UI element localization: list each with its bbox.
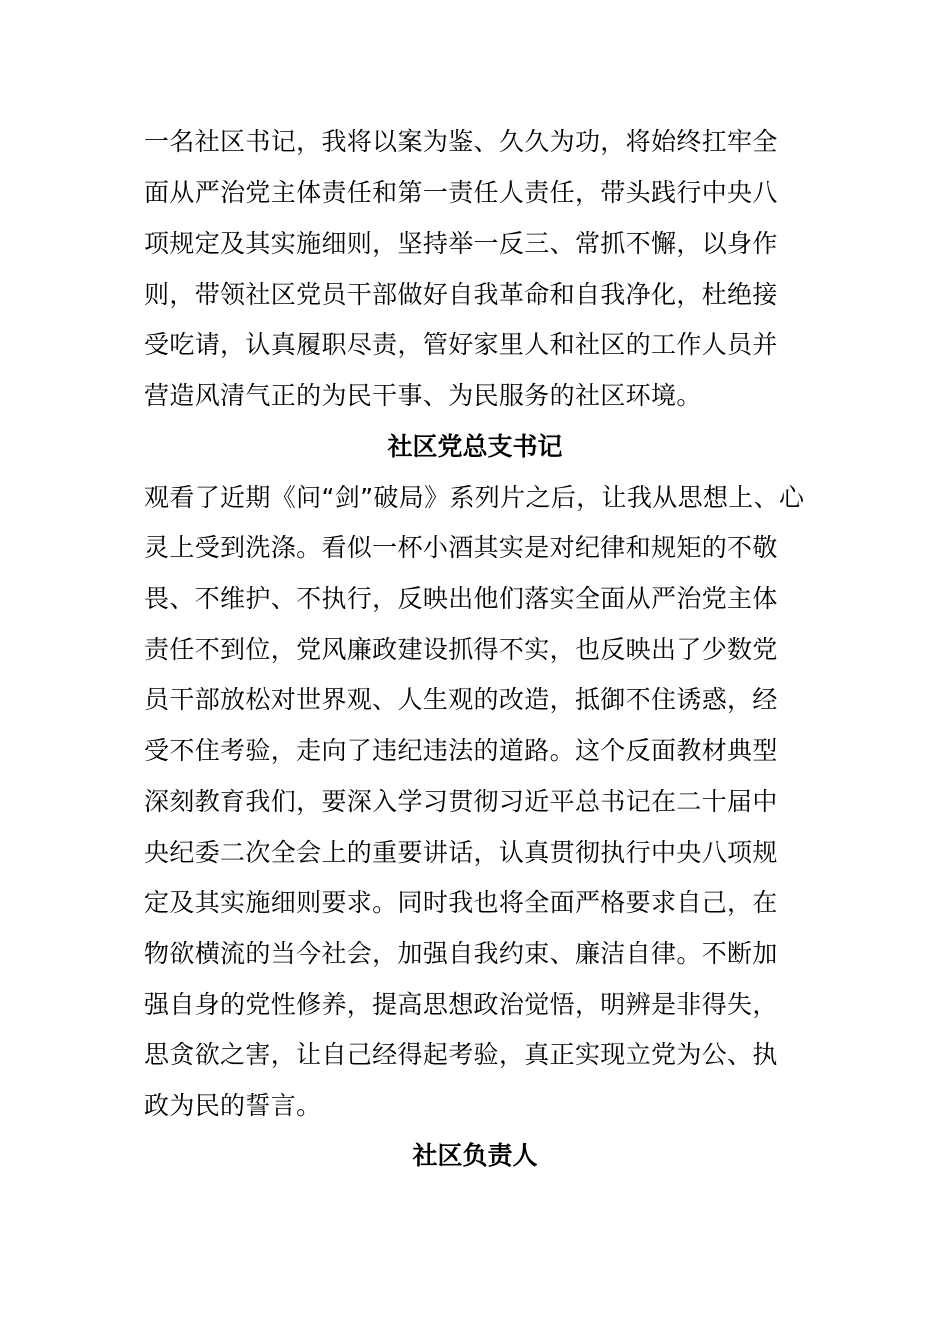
paragraph-line: 定及其实施细则要求。同时我也将全面严格要求自己，在 bbox=[144, 888, 778, 917]
paragraph-line: 一名社区书记，我将以案为鉴、久久为功，将始终扛牢全 bbox=[144, 127, 778, 156]
paragraph-line: 营造风清气正的为民干事、为民服务的社区环境。 bbox=[144, 381, 702, 410]
section-heading: 社区负责人 bbox=[412, 1141, 538, 1170]
paragraph-line: 强自身的党性修养，提高思想政治觉悟，明辨是非得失， bbox=[144, 990, 778, 1019]
section-heading: 社区党总支书记 bbox=[387, 432, 563, 461]
paragraph-line: 受吃请，认真履职尽责，管好家里人和社区的工作人员并 bbox=[144, 330, 778, 359]
paragraph-line: 政为民的誓言。 bbox=[144, 1091, 322, 1120]
paragraph-line: 灵上受到洗涤。看似一杯小酒其实是对纪律和规矩的不敬 bbox=[144, 533, 778, 562]
paragraph-line: 物欲横流的当今社会，加强自我约束、廉洁自律。不断加 bbox=[144, 939, 778, 968]
paragraph-line: 面从严治党主体责任和第一责任人责任，带头践行中央八 bbox=[144, 178, 778, 207]
paragraph-line: 项规定及其实施细则，坚持举一反三、常抓不懈，以身作 bbox=[144, 229, 778, 258]
paragraph-line: 思贪欲之害，让自己经得起考验，真正实现立党为公、执 bbox=[144, 1040, 778, 1069]
paragraph-line: 则，带领社区党员干部做好自我革命和自我净化，杜绝接 bbox=[144, 280, 778, 309]
paragraph-line: 受不住考验，走向了违纪违法的道路。这个反面教材典型 bbox=[144, 736, 778, 765]
paragraph-line: 深刻教育我们，要深入学习贯彻习近平总书记在二十届中 bbox=[144, 787, 778, 816]
paragraph-line: 责任不到位，党风廉政建设抓得不实，也反映出了少数党 bbox=[144, 635, 778, 664]
paragraph-line: 畏、不维护、不执行，反映出他们落实全面从严治党主体 bbox=[144, 584, 778, 613]
paragraph-line: 观看了近期《问“剑”破局》系列片之后，让我从思想上、心 bbox=[144, 483, 805, 512]
paragraph-line: 员干部放松对世界观、人生观的改造，抵御不住诱惑，经 bbox=[144, 685, 778, 714]
paragraph-line: 央纪委二次全会上的重要讲话，认真贯彻执行中央八项规 bbox=[144, 838, 778, 867]
